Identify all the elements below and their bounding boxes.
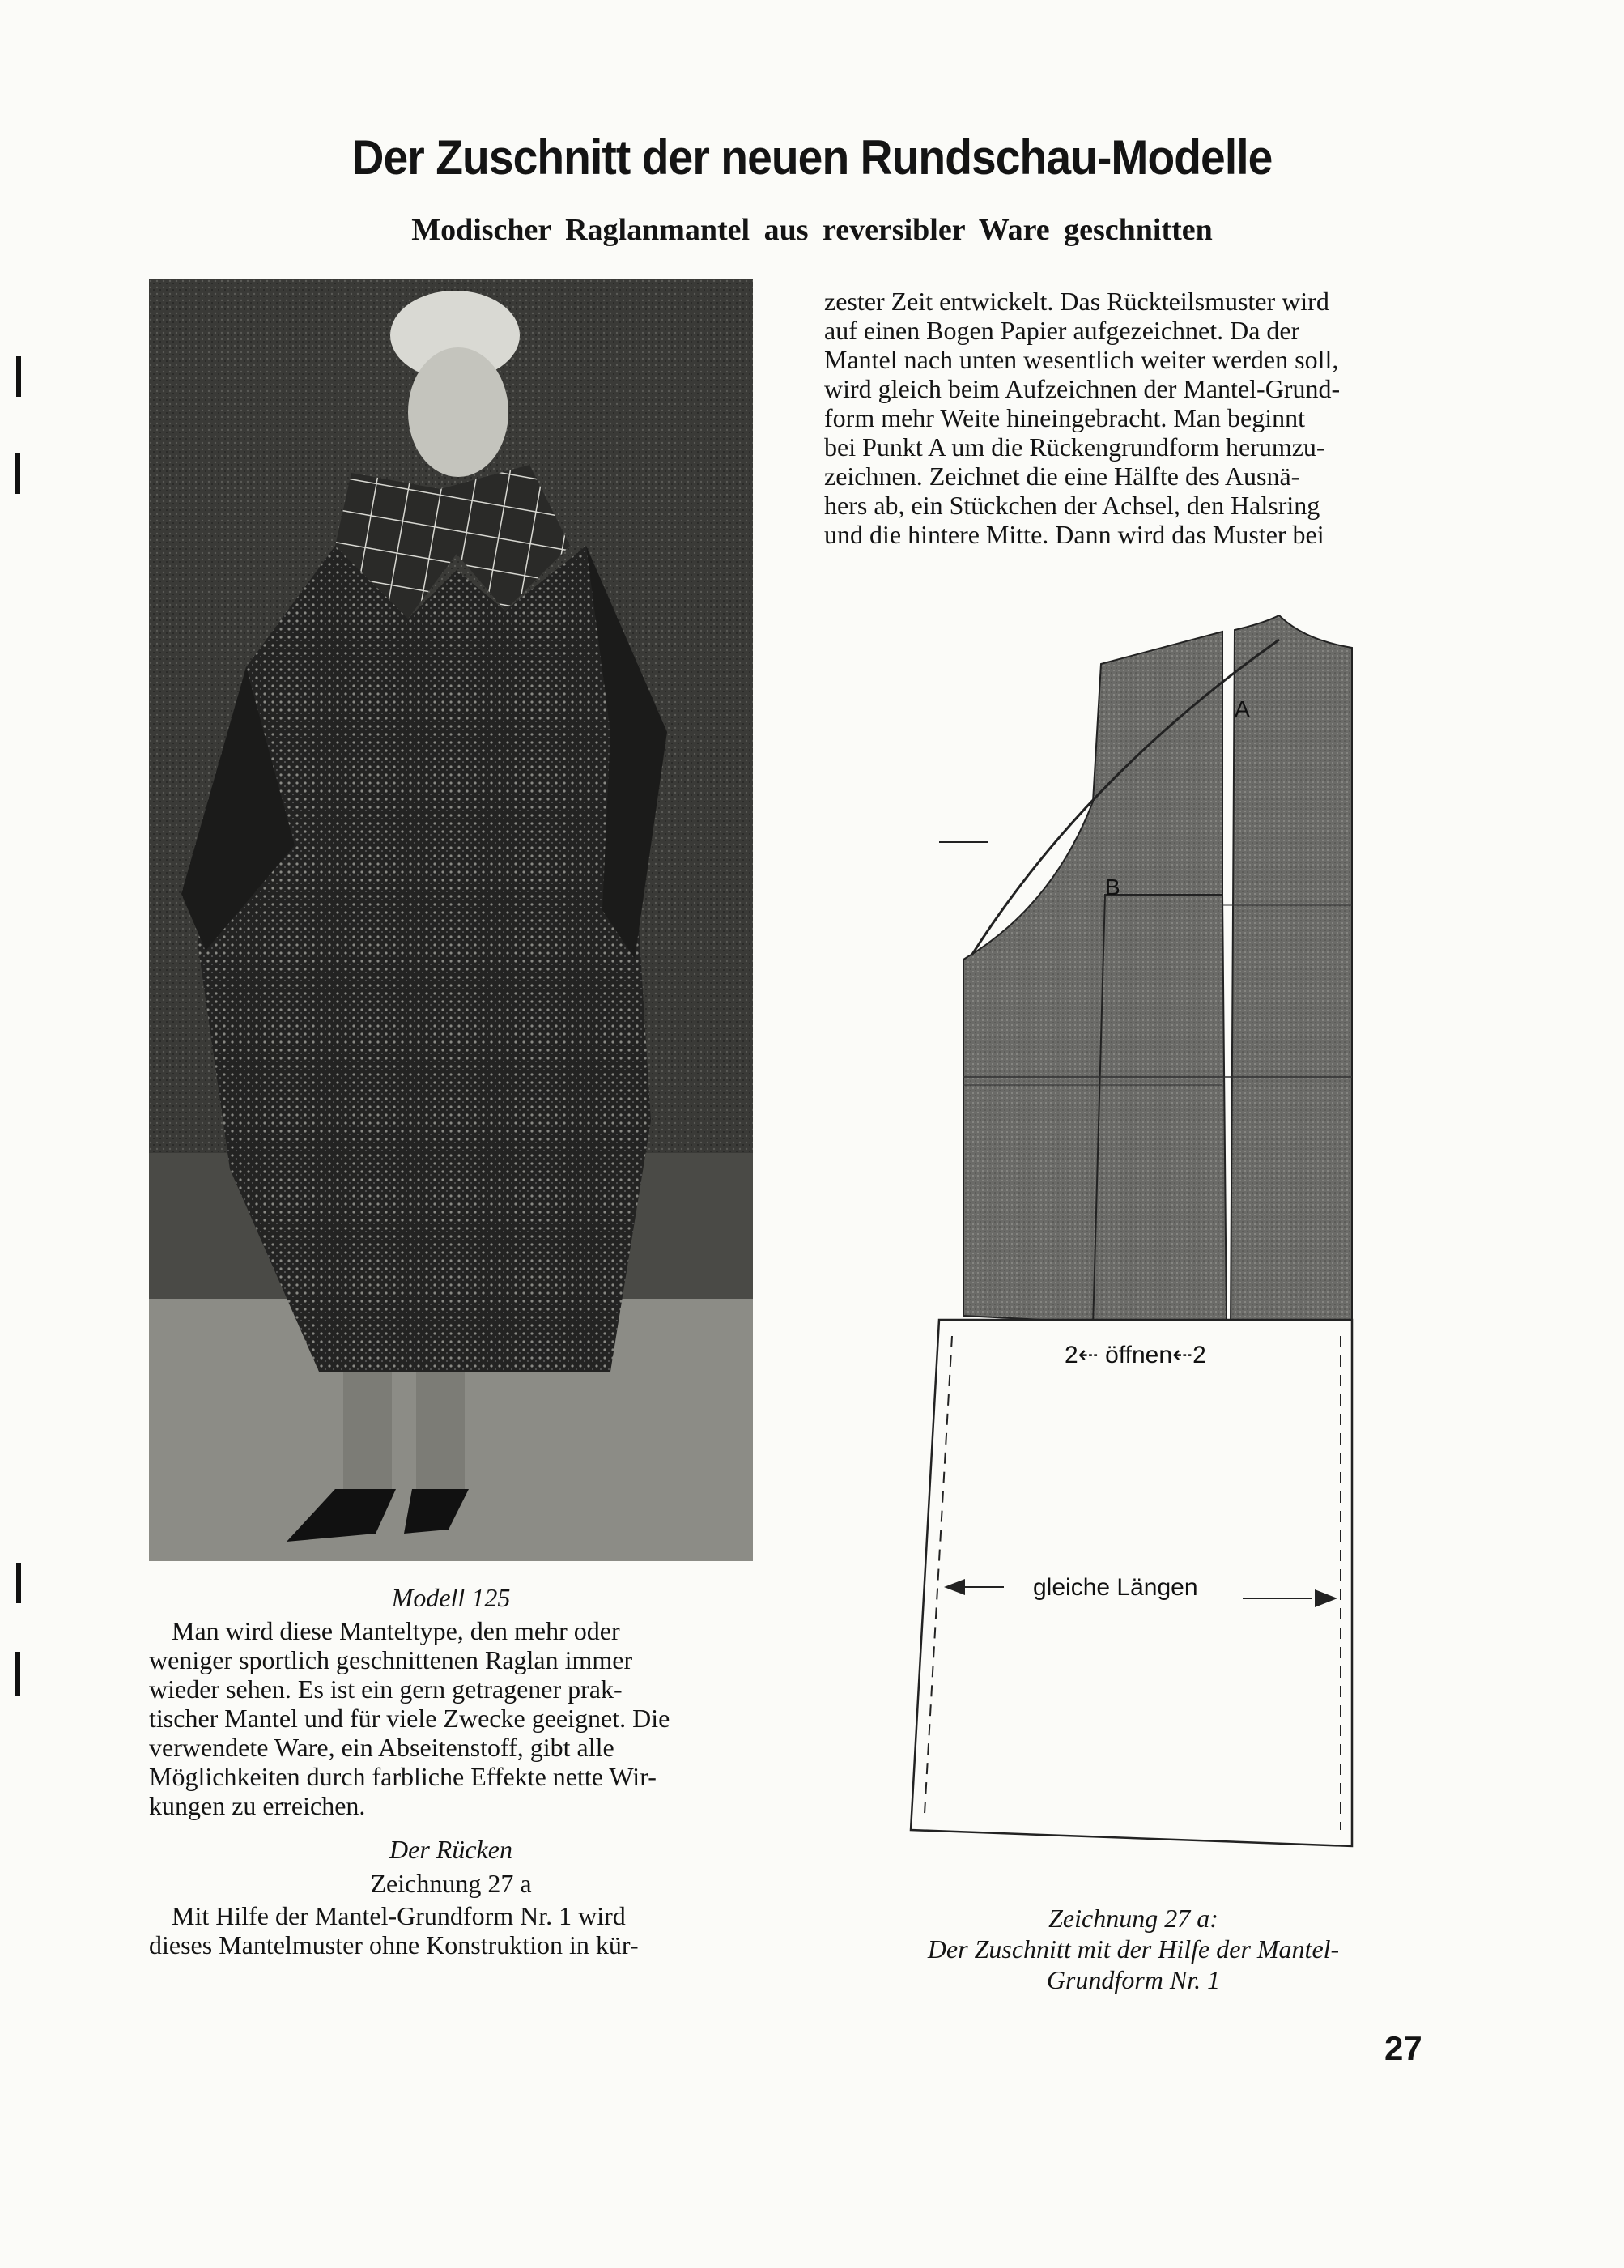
right-para-line: bei Punkt A um die Rückengrundform herumzu- [824,432,1325,462]
right-para-line: auf einen Bogen Papier aufgezeichnet. Da der [824,316,1300,345]
page-title: Der Zuschnitt der neuen Rundschau-Modelle [351,130,1273,185]
diagram-caption-line: Der Zuschnitt mit der Hilfe der Mantel- [927,1934,1340,1964]
page-number: 27 [1384,2029,1422,2067]
left-para-line: Möglichkeiten durch farbliche Effekte nette Wir- [149,1762,657,1791]
right-para-line: zeichnen. Zeichnet die eine Hälfte des Ausnä- [824,462,1300,491]
right-para-line: hers ab, ein Stückchen der Achsel, den Halsring [824,491,1320,520]
model-photo-illustration [149,279,753,1561]
page-subtitle: Modischer Raglanmantel aus reversibler Ware geschnitten [411,213,1213,247]
photo-caption: Modell 125 [391,1583,511,1612]
left-column-text [149,1616,753,1960]
right-para-line: zester Zeit entwickelt. Das Rückteilsmuster wird [824,287,1329,316]
right-column-text [824,287,1438,549]
equal-lengths-label: gleiche Längen [1033,1574,1198,1601]
section-heading: Der Rücken [389,1835,512,1864]
section-text-line: dieses Mantelmuster ohne Konstruktion in kür- [149,1930,639,1960]
right-para-line: wird gleich beim Aufzeichnen der Mantel-Grund- [824,374,1341,403]
margin-mark-icon [8,356,32,502]
right-para-line: form mehr Weite hineingebracht. Man beginnt [824,403,1305,432]
diagram-caption-line: Grundform Nr. 1 [1046,1965,1221,1994]
left-para-line: kungen zu erreichen. [149,1791,366,1820]
right-para-line: und die hintere Mitte. Dann wird das Muster bei [824,520,1324,549]
right-para-line: Mantel nach unten wesentlich weiter werden soll, [824,345,1339,374]
section-text-line: Mit Hilfe der Mantel-Grundform Nr. 1 wird [172,1901,626,1930]
left-para-line: Man wird diese Manteltype, den mehr oder [172,1616,620,1645]
margin-mark-icon [8,1563,32,1708]
point-b-label: B [1105,874,1120,900]
left-para-line: verwendete Ware, ein Abseitenstoff, gibt alle [149,1733,614,1762]
section-subheading: Zeichnung 27 a [370,1869,532,1898]
point-a-label: A [1235,696,1250,721]
left-para-line: tischer Mantel und für viele Zwecke geeignet. Die [149,1704,670,1733]
left-para-line: wieder sehen. Es ist ein gern getragener prak- [149,1674,623,1704]
pattern-back-piece [1231,615,1352,1332]
left-para-line: weniger sportlich geschnittenen Raglan immer [149,1645,633,1674]
pattern-middle-panel [1093,895,1227,1328]
pattern-diagram [874,615,1376,1866]
diagram-caption [842,1903,1425,1995]
diagram-caption-line: Zeichnung 27 a: [1048,1904,1218,1933]
open-label: 2⇠ öffnen⇠2 [1065,1342,1206,1368]
model-photo [149,279,753,1561]
pattern-diagram-svg [874,615,1376,1862]
